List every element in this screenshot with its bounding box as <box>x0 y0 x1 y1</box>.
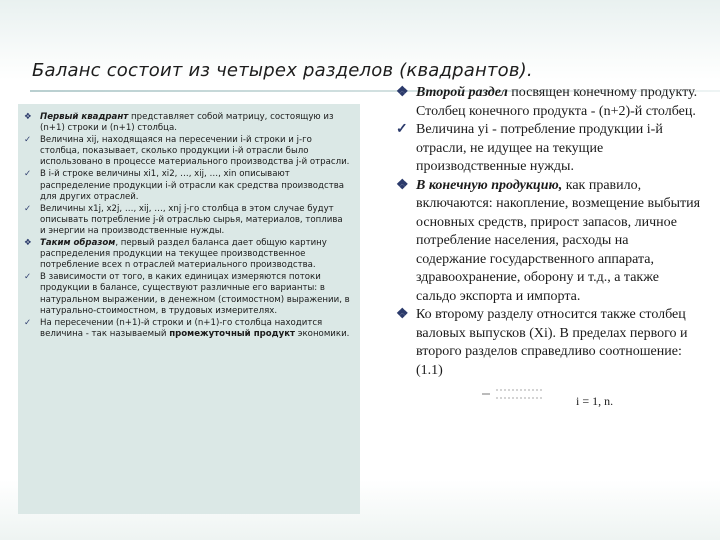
left-panel <box>18 104 360 514</box>
item-text: как правило, включаются: накопление, возмещение выбытия основных средств, прирост запасов, личное потребление населения, расходы на содержание государственного аппарата, здравоохранение, оборону и т.д., а также сальдо экспорта и импорта. <box>416 177 701 304</box>
item-text: Величина xij, находящаяся на пересечении i-й строки и j-го столбца, показывает, сколько продукции i-й отрасли было использовано в процессе материального производства j-й отрасли. <box>40 135 350 168</box>
item-text: Ко второму разделу относится также столбец валовых выпусков (Xi). В пределах первого и второго разделов справедливо соотношение: (1.1) <box>416 307 688 378</box>
item-text: , первый раздел баланса дает общую картину распределения продукции на текущее производственное потребление всех n отраслей материального производства. <box>40 238 327 271</box>
lead-text: Таким образом <box>40 238 116 249</box>
right-item-4 <box>378 306 702 380</box>
lead-text: Первый квадрант <box>40 112 129 122</box>
check-icon: ✓ <box>24 272 32 283</box>
item-text: посвящен конечному продукту. Столбец конечного продукта - (n+2)-й столбец. <box>416 85 698 119</box>
diamond-icon: ❖ <box>24 112 32 122</box>
item-text: На пересечении (n+1)-й строки и (n+1)-го столбца находится величина - так называемый <box>40 317 323 339</box>
check-icon: ✓ <box>24 135 32 146</box>
right-item-1 <box>378 84 702 121</box>
diamond-icon: ❖ <box>396 85 409 100</box>
item-text: В i-й строке величины xi1, xi2, …, xij, …, xin описывают распределение продукции i-й отрасли как средства производства для других отраслей. <box>40 169 345 202</box>
lead-text: Второй раздел <box>416 85 508 100</box>
left-item-1 <box>24 112 350 134</box>
left-item-7 <box>24 318 350 340</box>
left-item-6 <box>24 272 350 316</box>
item-text: Величины x1j, x2j, …, xij, …, xnj j-го столбца в этом случае будут описывать потребление j-й отраслью сырья, материалов, топлива и энергии на производственные нужды. <box>40 203 343 236</box>
bold-term: промежуточный продукт <box>169 328 296 339</box>
check-icon: ✓ <box>24 203 32 214</box>
formula-row <box>378 382 702 412</box>
diamond-icon: ❖ <box>396 307 409 322</box>
lead-text: В конечную продукцию, <box>416 177 563 193</box>
sum-formula-image <box>474 380 554 408</box>
item-text: Величина yi - потребление продукции i-й отрасли, не идущее на текущие производственные нужды. <box>416 122 663 174</box>
check-icon: ✓ <box>24 317 32 328</box>
diamond-icon: ❖ <box>396 177 409 193</box>
item-text: представляет собой матрицу, состоящую из (n+1) строки и (n+1) столбца. <box>40 112 334 134</box>
slide-title: Баланс состоит из четырех разделов (квадрантов). <box>32 60 533 81</box>
diamond-icon: ❖ <box>24 238 32 249</box>
item-text: В зависимости от того, в каких единицах измеряются потоки продукции в балансе, существуют различные его варианты: в натуральном выражении, в денежном (стоимостном) выражении, в натурально-стоимостном, в трудовых измерителях. <box>40 272 350 316</box>
left-item-5 <box>24 238 350 271</box>
left-item-3 <box>24 169 350 202</box>
check-icon: ✓ <box>24 169 32 180</box>
right-item-2 <box>378 121 702 177</box>
item-tail: экономики. <box>295 328 350 339</box>
range-text: i = 1, n. <box>576 394 614 408</box>
right-panel <box>378 84 708 484</box>
check-icon: ✓ <box>396 122 408 137</box>
left-item-4 <box>24 204 350 237</box>
index-range <box>576 392 613 411</box>
left-item-2 <box>24 135 350 168</box>
right-item-3 <box>378 177 702 307</box>
